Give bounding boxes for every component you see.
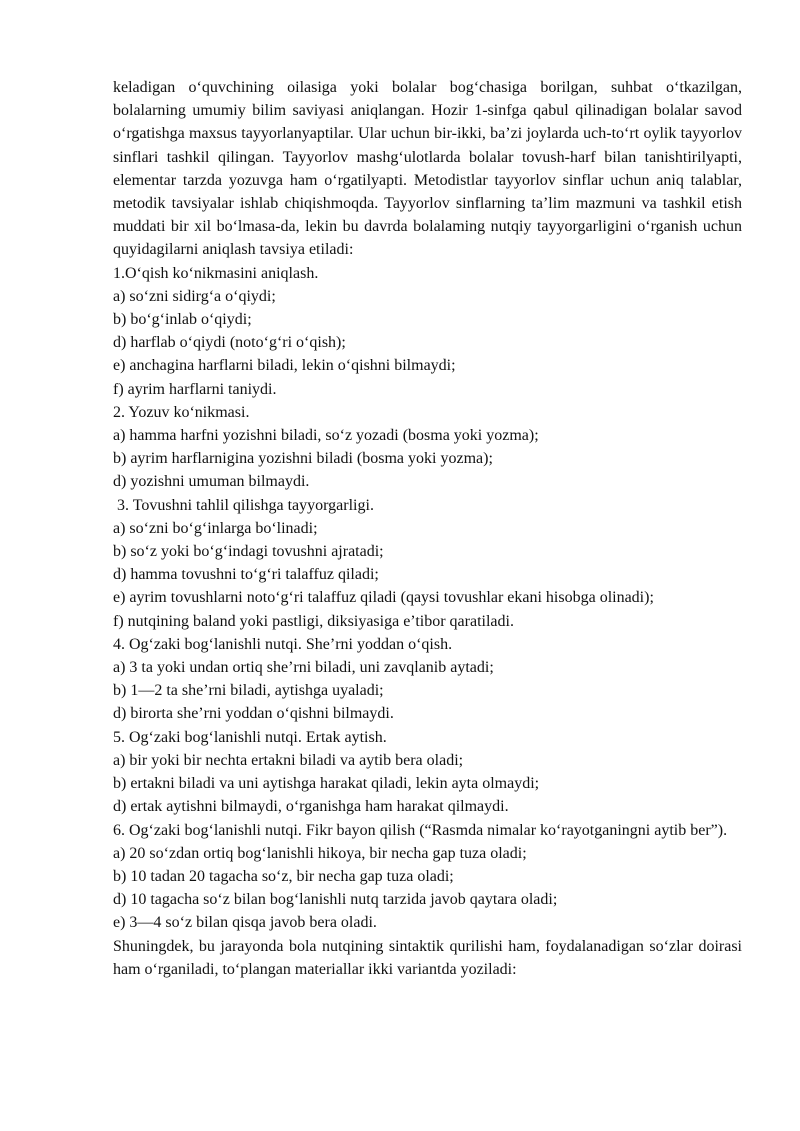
list-item: d) birorta she’rni yoddan o‘qishni bilmaydi. [113, 705, 394, 723]
list-item: a) so‘zni sidirg‘a o‘qiydi; [113, 287, 276, 305]
list-item: a) 20 so‘zdan ortiq bog‘lanishli hikoya, bir necha gap tuza oladi; [113, 844, 527, 862]
section-storytelling [113, 726, 742, 819]
list-item: a) so‘zni bo‘g‘inlarga bo‘linadi; [113, 519, 318, 537]
list-item: e) ayrim tovushlarni noto‘g‘ri talaffuz qiladi (qaysi tovushlar ekani hisobga olinadi); [113, 589, 654, 607]
list-item: d) 10 tagacha so‘z bilan bog‘lanishli nutq tarzida javob qaytara oladi; [113, 891, 558, 909]
intro-paragraph: keladigan o‘quvchining oilasiga yoki bolalar bog‘chasiga borilgan, suhbat o‘tkazilgan, bolalarning umumiy bilim saviyasi aniqlangan. Hozir 1-sinfga qabul qilinadigan bolalar savod o‘rgatishga maxsus tayyorlanyaptilar. Ular uchun bir-ikki, ba’zi joylarda uch-to‘rt oylik tayyorlov sinflari tashkil qilingan. Tayyorlov mashg‘ulotlarda bolalar tovush-harf bilan tanishtirilyapti, elementar tarzda yozuvga ham o‘rgatilyapti. Metodistlar tayyorlov sinflar uchun aniq talablar, metodik tavsiyalar ishlab chiqishmoqda. Tayyorlov sinflarning ta’lim mazmuni va tashkil etish muddati bir xil bo‘lmasa-da, lekin bu davrda bolalaming nutqiy tayyorgarligini o‘rganish uchun quyidagilarni aniqlash tavsiya etiladi: [113, 79, 742, 259]
list-item: b) ayrim harflarnigina yozishni biladi (bosma yoki yozma); [113, 450, 493, 468]
list-item: b) 1—2 ta she’rni biladi, aytishga uyaladi; [113, 682, 384, 700]
list-item: a) bir yoki bir nechta ertakni biladi va aytib bera oladi; [113, 751, 464, 769]
section-expression [113, 819, 742, 935]
section-reading [113, 262, 742, 401]
section-heading: 4. Og‘zaki bog‘lanishli nutqi. She’rni yoddan o‘qish. [113, 635, 453, 653]
list-item: b) bo‘g‘inlab o‘qiydi; [113, 311, 252, 329]
section-heading: 1.O‘qish ko‘nikmasini aniqlash. [113, 264, 319, 282]
closing-paragraph: Shuningdek, bu jarayonda bola nutqining sintaktik qurilishi ham, foydalanadigan so‘zlar doirasi ham o‘rganiladi, to‘plangan materiallar ikki variantda yoziladi: [113, 937, 742, 978]
list-item: d) yozishni umuman bilmaydi. [113, 473, 310, 491]
document-page [113, 76, 742, 981]
list-item: b) ertakni biladi va uni aytishga harakat qiladi, lekin ayta olmaydi; [113, 775, 540, 793]
list-item: a) hamma harfni yozishni biladi, so‘z yozadi (bosma yoki yozma); [113, 427, 539, 445]
list-item: f) ayrim harflarni taniydi. [113, 380, 277, 398]
section-sound-analysis [113, 494, 742, 633]
section-heading: 3. Tovushni tahlil qilishga tayyorgarligi. [117, 496, 374, 514]
list-item: d) hamma tovushni to‘g‘ri talaffuz qiladi; [113, 566, 379, 584]
list-item: f) nutqining baland yoki pastligi, diksiyasiga e’tibor qaratiladi. [113, 612, 514, 630]
list-item: b) so‘z yoki bo‘g‘indagi tovushni ajratadi; [113, 543, 384, 561]
list-item: a) 3 ta yoki undan ortiq she’rni biladi, uni zavqlanib aytadi; [113, 659, 494, 677]
list-item: d) ertak aytishni bilmaydi, o‘rganishga ham harakat qilmaydi. [113, 798, 509, 816]
section-poem-recitation [113, 633, 742, 726]
list-item: e) 3—4 so‘z bilan qisqa javob bera oladi. [113, 914, 377, 932]
list-item: e) anchagina harflarni biladi, lekin o‘qishni bilmaydi; [113, 357, 456, 375]
section-heading: 6. Og‘zaki bog‘lanishli nutqi. Fikr bayon qilish (“Rasmda nimalar ko‘rayotganingni aytib ber”). [113, 821, 728, 839]
list-item: d) harflab o‘qiydi (noto‘g‘ri o‘qish); [113, 334, 346, 352]
section-writing [113, 401, 742, 494]
section-heading: 2. Yozuv ko‘nikmasi. [113, 403, 250, 421]
list-item: b) 10 tadan 20 tagacha so‘z, bir necha gap tuza oladi; [113, 867, 454, 885]
section-heading: 5. Og‘zaki bog‘lanishli nutqi. Ertak aytish. [113, 728, 387, 746]
